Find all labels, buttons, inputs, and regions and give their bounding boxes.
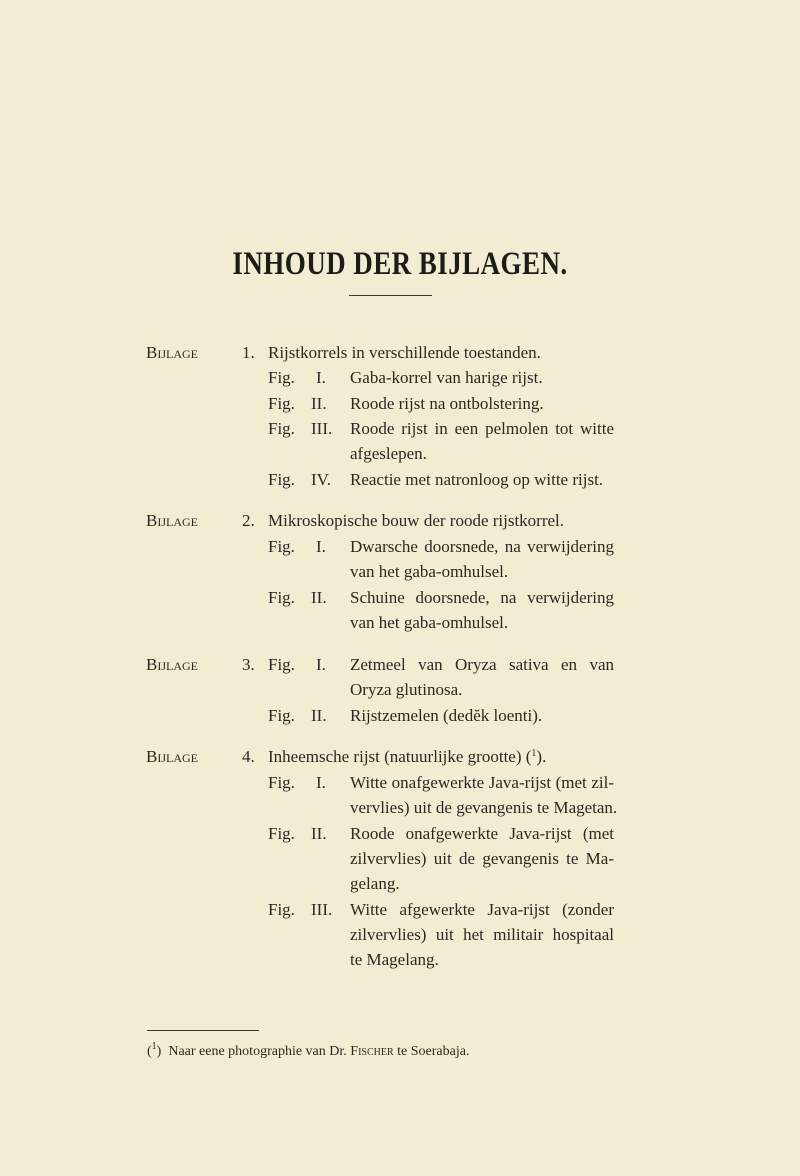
appendix-1-fig-4-caption: Reactie met natronloog op witte rijst. — [350, 470, 604, 489]
appendix-1-fig-2-caption: Roode rijst na ontbolstering. — [350, 394, 544, 413]
appendix-4-fig-3-caption-line-1: Witte afgewerkte Java-rijst (zonder — [350, 900, 614, 919]
appendix-2-fig-2-caption-line-1: Schuine doorsnede, na verwijdering — [350, 588, 614, 607]
appendix-2-label: Bijlage — [146, 511, 198, 530]
appendix-4-fig-2-label: Fig. — [268, 824, 295, 843]
footnote-divider — [147, 1030, 259, 1031]
appendix-1-fig-4-label: Fig. — [268, 470, 295, 489]
appendix-1-fig-1-number: I. — [316, 368, 326, 387]
appendix-4-heading — [268, 747, 546, 767]
appendix-4-fig-2-caption-line-3: gelang. — [350, 874, 400, 893]
appendix-2-heading: Mikroskopische bouw der roode rijstkorrel. — [268, 511, 565, 530]
appendix-1-number: 1. — [242, 343, 255, 362]
appendix-4-heading-end: ). — [536, 747, 547, 766]
appendix-1-fig-3-caption-line-1: Roode rijst in een pelmolen tot witte — [350, 419, 614, 438]
appendix-3-fig-2-caption: Rijstzemelen (dedĕk loenti). — [350, 706, 543, 725]
appendix-3-fig-2-label: Fig. — [268, 706, 295, 725]
footnote — [147, 1041, 470, 1060]
appendix-3-number: 3. — [242, 655, 255, 674]
appendix-4-fig-2-number: II. — [311, 824, 327, 843]
footnote-open: ( — [147, 1044, 152, 1059]
appendix-1-label: Bijlage — [146, 343, 198, 362]
appendix-2-fig-1-number: I. — [316, 537, 326, 556]
appendix-2-fig-2-caption-line-2: van het gaba-omhulsel. — [350, 613, 509, 632]
appendix-2-number: 2. — [242, 511, 255, 530]
appendix-1-fig-4-number: IV. — [311, 470, 331, 489]
appendix-3-fig-1-caption-line-1: Zetmeel van Oryza sativa en van — [350, 655, 614, 674]
appendix-4-heading-text: Inheemsche rijst (natuurlijke grootte) ( — [268, 747, 532, 766]
footnote-marker: 1 — [151, 1041, 157, 1052]
appendix-4-fig-2-caption-line-2: zilvervlies) uit de gevangenis te Ma- — [350, 849, 614, 868]
footnote-text: Naar eene photographie van Dr. — [168, 1044, 351, 1059]
appendix-4-fig-3-caption-line-3: te Magelang. — [350, 950, 439, 969]
appendix-2-fig-2-number: II. — [311, 588, 327, 607]
appendix-4-fig-1-number: I. — [316, 773, 326, 792]
appendix-1-heading: Rijstkorrels in verschillende toestanden. — [268, 343, 541, 362]
appendix-1-fig-3-label: Fig. — [268, 419, 295, 438]
appendix-4-fig-3-label: Fig. — [268, 900, 295, 919]
page-title: INHOUD DER BIJLAGEN. — [232, 246, 568, 282]
appendix-3-fig-1-number: I. — [316, 655, 326, 674]
appendix-1-fig-1-label: Fig. — [268, 368, 295, 387]
appendix-1-fig-3-caption-line-2: afgeslepen. — [350, 444, 427, 463]
appendix-1-fig-1-caption: Gaba-korrel van harige rijst. — [350, 368, 543, 387]
appendix-3-fig-1-caption-line-2: Oryza glutinosa. — [350, 680, 463, 699]
appendix-3-fig-2-number: II. — [311, 706, 327, 725]
appendix-3-fig-1-label: Fig. — [268, 655, 295, 674]
appendix-2-fig-1-label: Fig. — [268, 537, 295, 556]
appendix-2-fig-1-caption-line-2: van het gaba-omhulsel. — [350, 562, 509, 581]
appendix-4-fig-3-number: III. — [311, 900, 333, 919]
appendix-2-fig-1-caption-line-1: Dwarsche doorsnede, na verwijdering — [350, 537, 614, 556]
appendix-2-fig-2-label: Fig. — [268, 588, 295, 607]
appendix-1-fig-2-number: II. — [311, 394, 327, 413]
appendix-4-fig-1-caption-line-2: vervlies) uit de gevangenis te Magetan. — [350, 798, 618, 817]
appendix-4-number: 4. — [242, 747, 255, 766]
appendix-1-fig-3-number: III. — [311, 419, 333, 438]
footnote-name: Fischer — [350, 1044, 394, 1059]
appendix-4-fig-1-caption-line-1: Witte onafgewerkte Java-rijst (met zil- — [350, 773, 614, 792]
title-divider — [349, 295, 432, 296]
appendix-4-fig-2-caption-line-1: Roode onafgewerkte Java-rijst (met — [350, 824, 614, 843]
footnote-close: ) — [156, 1044, 162, 1059]
appendix-4-label: Bijlage — [146, 747, 198, 766]
appendix-3-label: Bijlage — [146, 655, 198, 674]
footnote-text-end: te Soerabaja. — [393, 1044, 470, 1059]
appendix-4-fig-3-caption-line-2: zilvervlies) uit het militair hospitaal — [350, 925, 614, 944]
appendix-1-fig-2-label: Fig. — [268, 394, 295, 413]
appendix-4-fig-1-label: Fig. — [268, 773, 295, 792]
appendix-4-footnote-marker: 1 — [531, 748, 537, 759]
